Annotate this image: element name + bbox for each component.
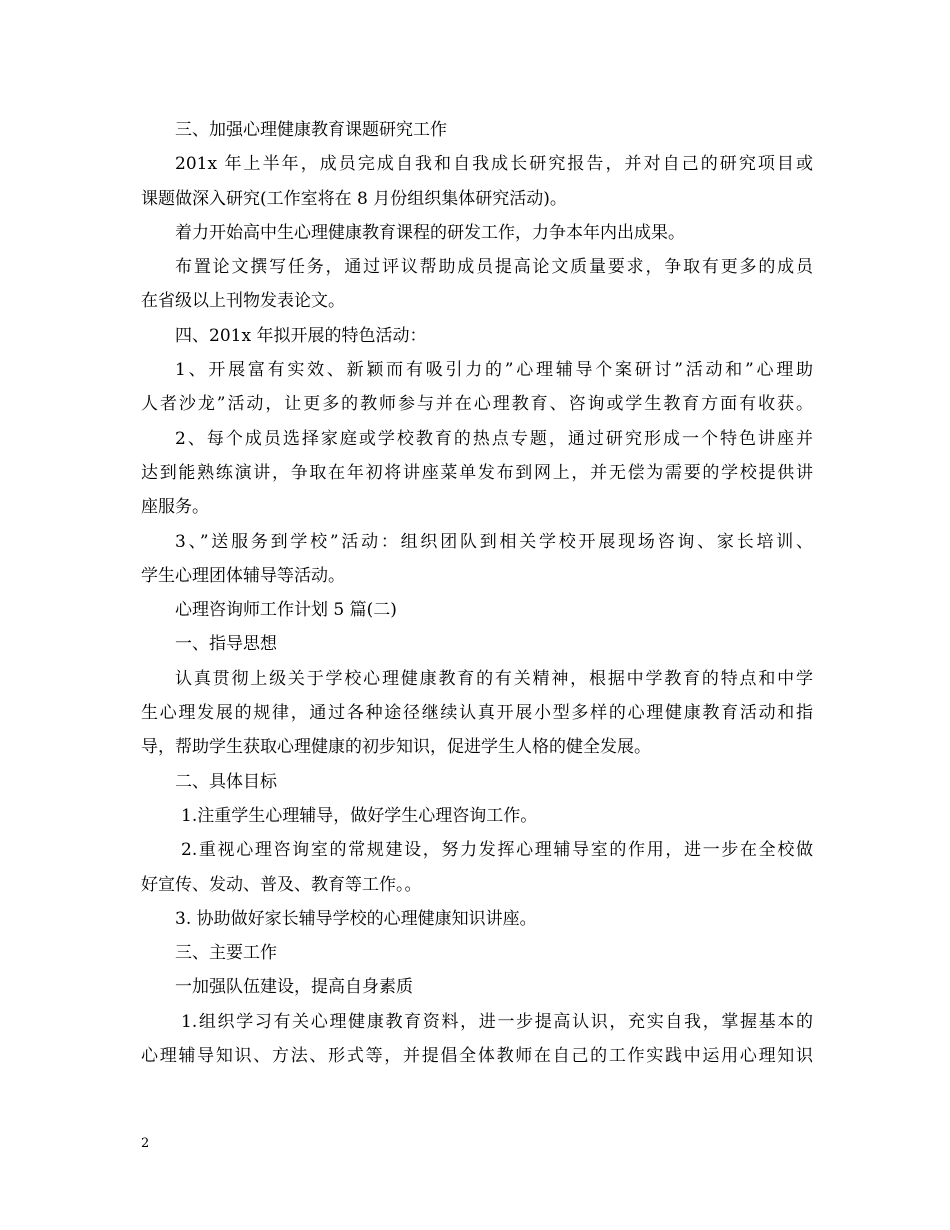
text-line: 导，帮助学生获取心理健康的初步知识，促进学生人格的健全发展。	[141, 737, 651, 758]
text-line: 布置论文撰写任务，通过评议帮助成员提高论文质量要求，争取有更多的成员	[175, 257, 813, 278]
text-line: 心理辅导知识、方法、形式等，并提倡全体教师在自己的工作实践中运用心理知识	[141, 1046, 813, 1067]
text-line: 认真贯彻上级关于学校心理健康教育的有关精神，根据中学教育的特点和中学	[175, 668, 813, 689]
text-line: 四、201x 年拟开展的特色活动：	[175, 325, 427, 346]
text-line: 人者沙龙”活动，让更多的教师参与并在心理教育、咨询或学生教育方面有收获。	[141, 394, 813, 415]
text-line: 课题做深入研究(工作室将在 8 月份组织集体研究活动)。	[141, 188, 567, 209]
text-line: 201x 年上半年，成员完成自我和自我成长研究报告，并对自己的研究项目或	[175, 154, 813, 175]
text-line: 座服务。	[141, 497, 209, 518]
text-line: 在省级以上刊物发表论文。	[141, 291, 345, 312]
text-line: 达到能熟练演讲，争取在年初将讲座菜单发布到网上，并无偿为需要的学校提供讲	[141, 462, 813, 483]
page-number: 2	[141, 1136, 150, 1151]
text-line: 学生心理团体辅导等活动。	[141, 565, 345, 586]
text-line: 三、加强心理健康教育课题研究工作	[175, 120, 447, 140]
text-line: 1、开展富有实效、新颖而有吸引力的”心理辅导个案研讨”活动和”心理助	[175, 360, 813, 381]
text-line: 一、指导思想	[175, 634, 277, 655]
text-line: 3、”送服务到学校”活动：组织团队到相关学校开展现场咨询、家长培训、	[175, 531, 813, 552]
text-line: 二、具体目标	[175, 771, 277, 792]
text-line: 1.组织学习有关心理健康教育资料，进一步提高认识，充实自我，掌握基本的	[181, 1011, 813, 1032]
text-line: 好宣传、发动、普及、教育等工作。。	[141, 874, 422, 895]
text-line: 一加强队伍建设，提高自身素质	[175, 977, 413, 998]
text-line: 心理咨询师工作计划 5 篇(二)	[175, 600, 397, 621]
text-line: 2.重视心理咨询室的常规建设，努力发挥心理辅导室的作用，进一步在全校做	[181, 840, 813, 861]
text-line: 着力开始高中生心理健康教育课程的研发工作，力争本年内出成果。	[175, 222, 685, 243]
text-line: 生心理发展的规律，通过各种途径继续认真开展小型多样的心理健康教育活动和指	[141, 703, 813, 724]
text-line: 3. 协助做好家长辅导学校的心理健康知识讲座。	[175, 908, 537, 929]
text-line: 1.注重学生心理辅导，做好学生心理咨询工作。	[181, 805, 538, 826]
text-line: 三、主要工作	[175, 943, 277, 964]
text-line: 2、每个成员选择家庭或学校教育的热点专题，通过研究形成一个特色讲座并	[175, 428, 813, 449]
document-body	[141, 113, 813, 1073]
